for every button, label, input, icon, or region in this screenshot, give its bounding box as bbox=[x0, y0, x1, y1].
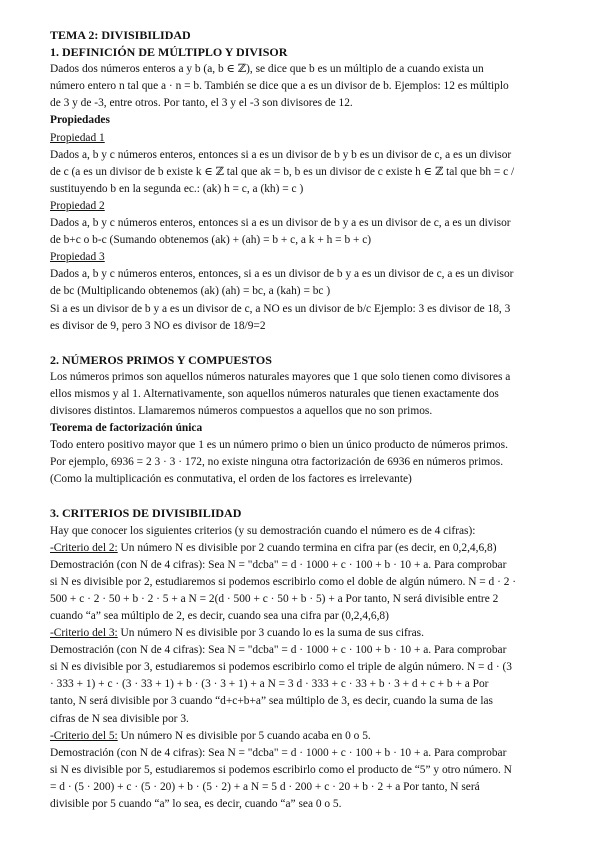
criterion2-line: si N es divisible por 2, estudiaremos si podemos escribirlo como el doble de algún número. N = d · 2 · bbox=[50, 575, 517, 588]
section3-intro: Hay que conocer los siguientes criterios (y su demostración cuando el número es de 4 cifras): bbox=[50, 524, 476, 537]
criterion2-line: 500 + c · 2 · 50 + b · 2 · 5 + a N = 2(d · 500 + c · 50 + b · 5) + a Por tanto, N será divisible entre 2 bbox=[50, 592, 499, 605]
property3-label: Propiedad 3 bbox=[50, 251, 105, 264]
criterion2-line: Demostración (con N de 4 cifras): Sea N = "dcba" = d · 1000 + c · 100 + b · 10 + a. Para comprobar bbox=[50, 558, 507, 571]
section-gap bbox=[50, 488, 560, 505]
section1-heading: 1. DEFINICIÓN DE MÚLTIPLO Y DIVISOR bbox=[50, 45, 288, 60]
section2-line: ellos mismos y al 1. Alternativamente, son aquellos números naturales que tienen exactamente dos bbox=[50, 387, 499, 400]
criterion3-line: si N es divisible por 3, estudiaremos si podemos escribirlo como el triple de algún número. N = d · (3 bbox=[50, 661, 512, 674]
criterion2-line: cuando “a” sea múltiplo de 2, es decir, cuando sea una cifra par (0,2,4,6,8) bbox=[50, 610, 389, 622]
theorem-heading: Teorema de factorización única bbox=[50, 422, 203, 435]
property2-label: Propiedad 2 bbox=[50, 199, 105, 212]
section3-heading: 3. CRITERIOS DE DIVISIBILIDAD bbox=[50, 506, 242, 521]
theorem-line: (Como la multiplicación es conmutativa, el orden de los factores es irrelevante) bbox=[50, 473, 412, 486]
criterion5-text: Un número N es divisible por 5 cuando acaba en 0 o 5. bbox=[117, 729, 371, 742]
criterion3-line: Demostración (con N de 4 cifras): Sea N = "dcba" = d · 1000 + c · 100 + b · 10 + a. Para comprobar bbox=[50, 644, 507, 657]
property3-line: es divisor de 9, pero 3 NO es divisor de 18/9=2 bbox=[50, 319, 266, 332]
theorem-line: Todo entero positivo mayor que 1 es un número primo o bien un único producto de números primos. bbox=[50, 439, 508, 452]
property1-line: Dados a, b y c números enteros, entonces si a es un divisor de b y b es un divisor de c, a es un divisor bbox=[50, 148, 512, 161]
property3-line: Si a es un divisor de b y a es un divisor de c, a NO es un divisor de b/c Ejemplo: 3 es divisor de 18, 3 bbox=[50, 302, 511, 315]
document-page bbox=[50, 27, 560, 813]
criterion5-line: divisible por 5 cuando “a” lo sea, es decir, cuando “a” sea 0 o 5. bbox=[50, 798, 342, 811]
property2-line: Dados a, b y c números enteros, entonces si a es un divisor de b y a es un divisor de c, a es un divisor bbox=[50, 217, 511, 230]
property1-line: sustituyendo b en la segunda ec.: (ak) h = c, a (kh) = c ) bbox=[50, 182, 304, 195]
section2-heading: 2. NÚMEROS PRIMOS Y COMPUESTOS bbox=[50, 352, 272, 367]
property1-label: Propiedad 1 bbox=[50, 131, 105, 144]
criterion3-line: · 333 + 1) + c · (3 · 33 + 1) + b · (3 · 3 + 1) + a N = 3 d · 333 + c · 33 + b · 3 + d + c + b + a Por bbox=[50, 678, 489, 691]
section2-line: Los números primos son aquellos números naturales mayores que 1 que solo tienen como divisores a bbox=[50, 370, 511, 383]
criterion3-text: Un número N es divisible por 3 cuando lo es la suma de sus cifras. bbox=[117, 627, 424, 640]
property3-line: de bc (Multiplicando obtenemos (ak) (ah) = bc, a (kah) = bc ) bbox=[50, 285, 331, 298]
property1-line: de c (a es un divisor de b existe k ∈ ℤ tal que ak = b, b es un divisor de c existe h ∈ ℤ tal que bh = c / bbox=[50, 165, 515, 178]
section1-line: de 3 y de -3, entre otros. Por tanto, el 3 y el -3 son divisores de 12. bbox=[50, 97, 353, 110]
section1-line: Dados dos números enteros a y b (a, b ∈ ℤ), se dice que b es un múltiplo de a cuando exista un bbox=[50, 63, 484, 76]
properties-heading: Propiedades bbox=[50, 114, 110, 127]
criterion5-line: si N es divisible por 5, estudiaremos si podemos escribirlo como el producto de “5” y otro número. N bbox=[50, 763, 512, 776]
criterion5-line: = d · (5 · 200) + c · (5 · 20) + b · (5 · 2) + a N = 5 d · 200 + c · 20 + b · 2 + a Por tanto, N será bbox=[50, 780, 480, 793]
criterion2-text: Un número N es divisible por 2 cuando termina en cifra par (es decir, en 0,2,4,6,8) bbox=[117, 541, 497, 554]
criterion3-label: -Criterio del 3: bbox=[50, 627, 118, 640]
criterion3-line: tanto, N será divisible por 3 cuando “d+c+b+a” sea múltiplo de 3, es decir, cuando la suma de las bbox=[50, 695, 493, 708]
document-title: TEMA 2: DIVISIBILIDAD bbox=[50, 28, 191, 42]
criterion2-statement bbox=[50, 540, 560, 557]
criterion3-statement bbox=[50, 625, 560, 642]
criterion5-statement bbox=[50, 728, 560, 745]
section-gap bbox=[50, 335, 560, 352]
section1-line: número entero n tal que a · n = b. También se dice que a es un divisor de b. Ejemplos: 12 es múltiplo bbox=[50, 80, 509, 93]
theorem-line: Por ejemplo, 6936 = 2 3 · 3 · 172, no existe ninguna otra factorización de 6936 en números primos. bbox=[50, 456, 504, 469]
criterion5-line: Demostración (con N de 4 cifras): Sea N = "dcba" = d · 1000 + c · 100 + b · 10 + a. Para comprobar bbox=[50, 746, 507, 759]
section2-line: divisores distintos. Llamaremos números compuestos a aquellos que no son primos. bbox=[50, 404, 433, 417]
criterion5-label: -Criterio del 5: bbox=[50, 729, 118, 742]
property2-line: de b+c o b-c (Sumando obtenemos (ak) + (ah) = b + c, a k + h = b + c) bbox=[50, 234, 372, 247]
criterion2-label: -Criterio del 2: bbox=[50, 541, 118, 554]
property3-line: Dados a, b y c números enteros, entonces, si a es un divisor de b y a es un divisor de c, a es un divisor bbox=[50, 268, 514, 281]
criterion3-line: cifras de N sea divisible por 3. bbox=[50, 712, 189, 725]
